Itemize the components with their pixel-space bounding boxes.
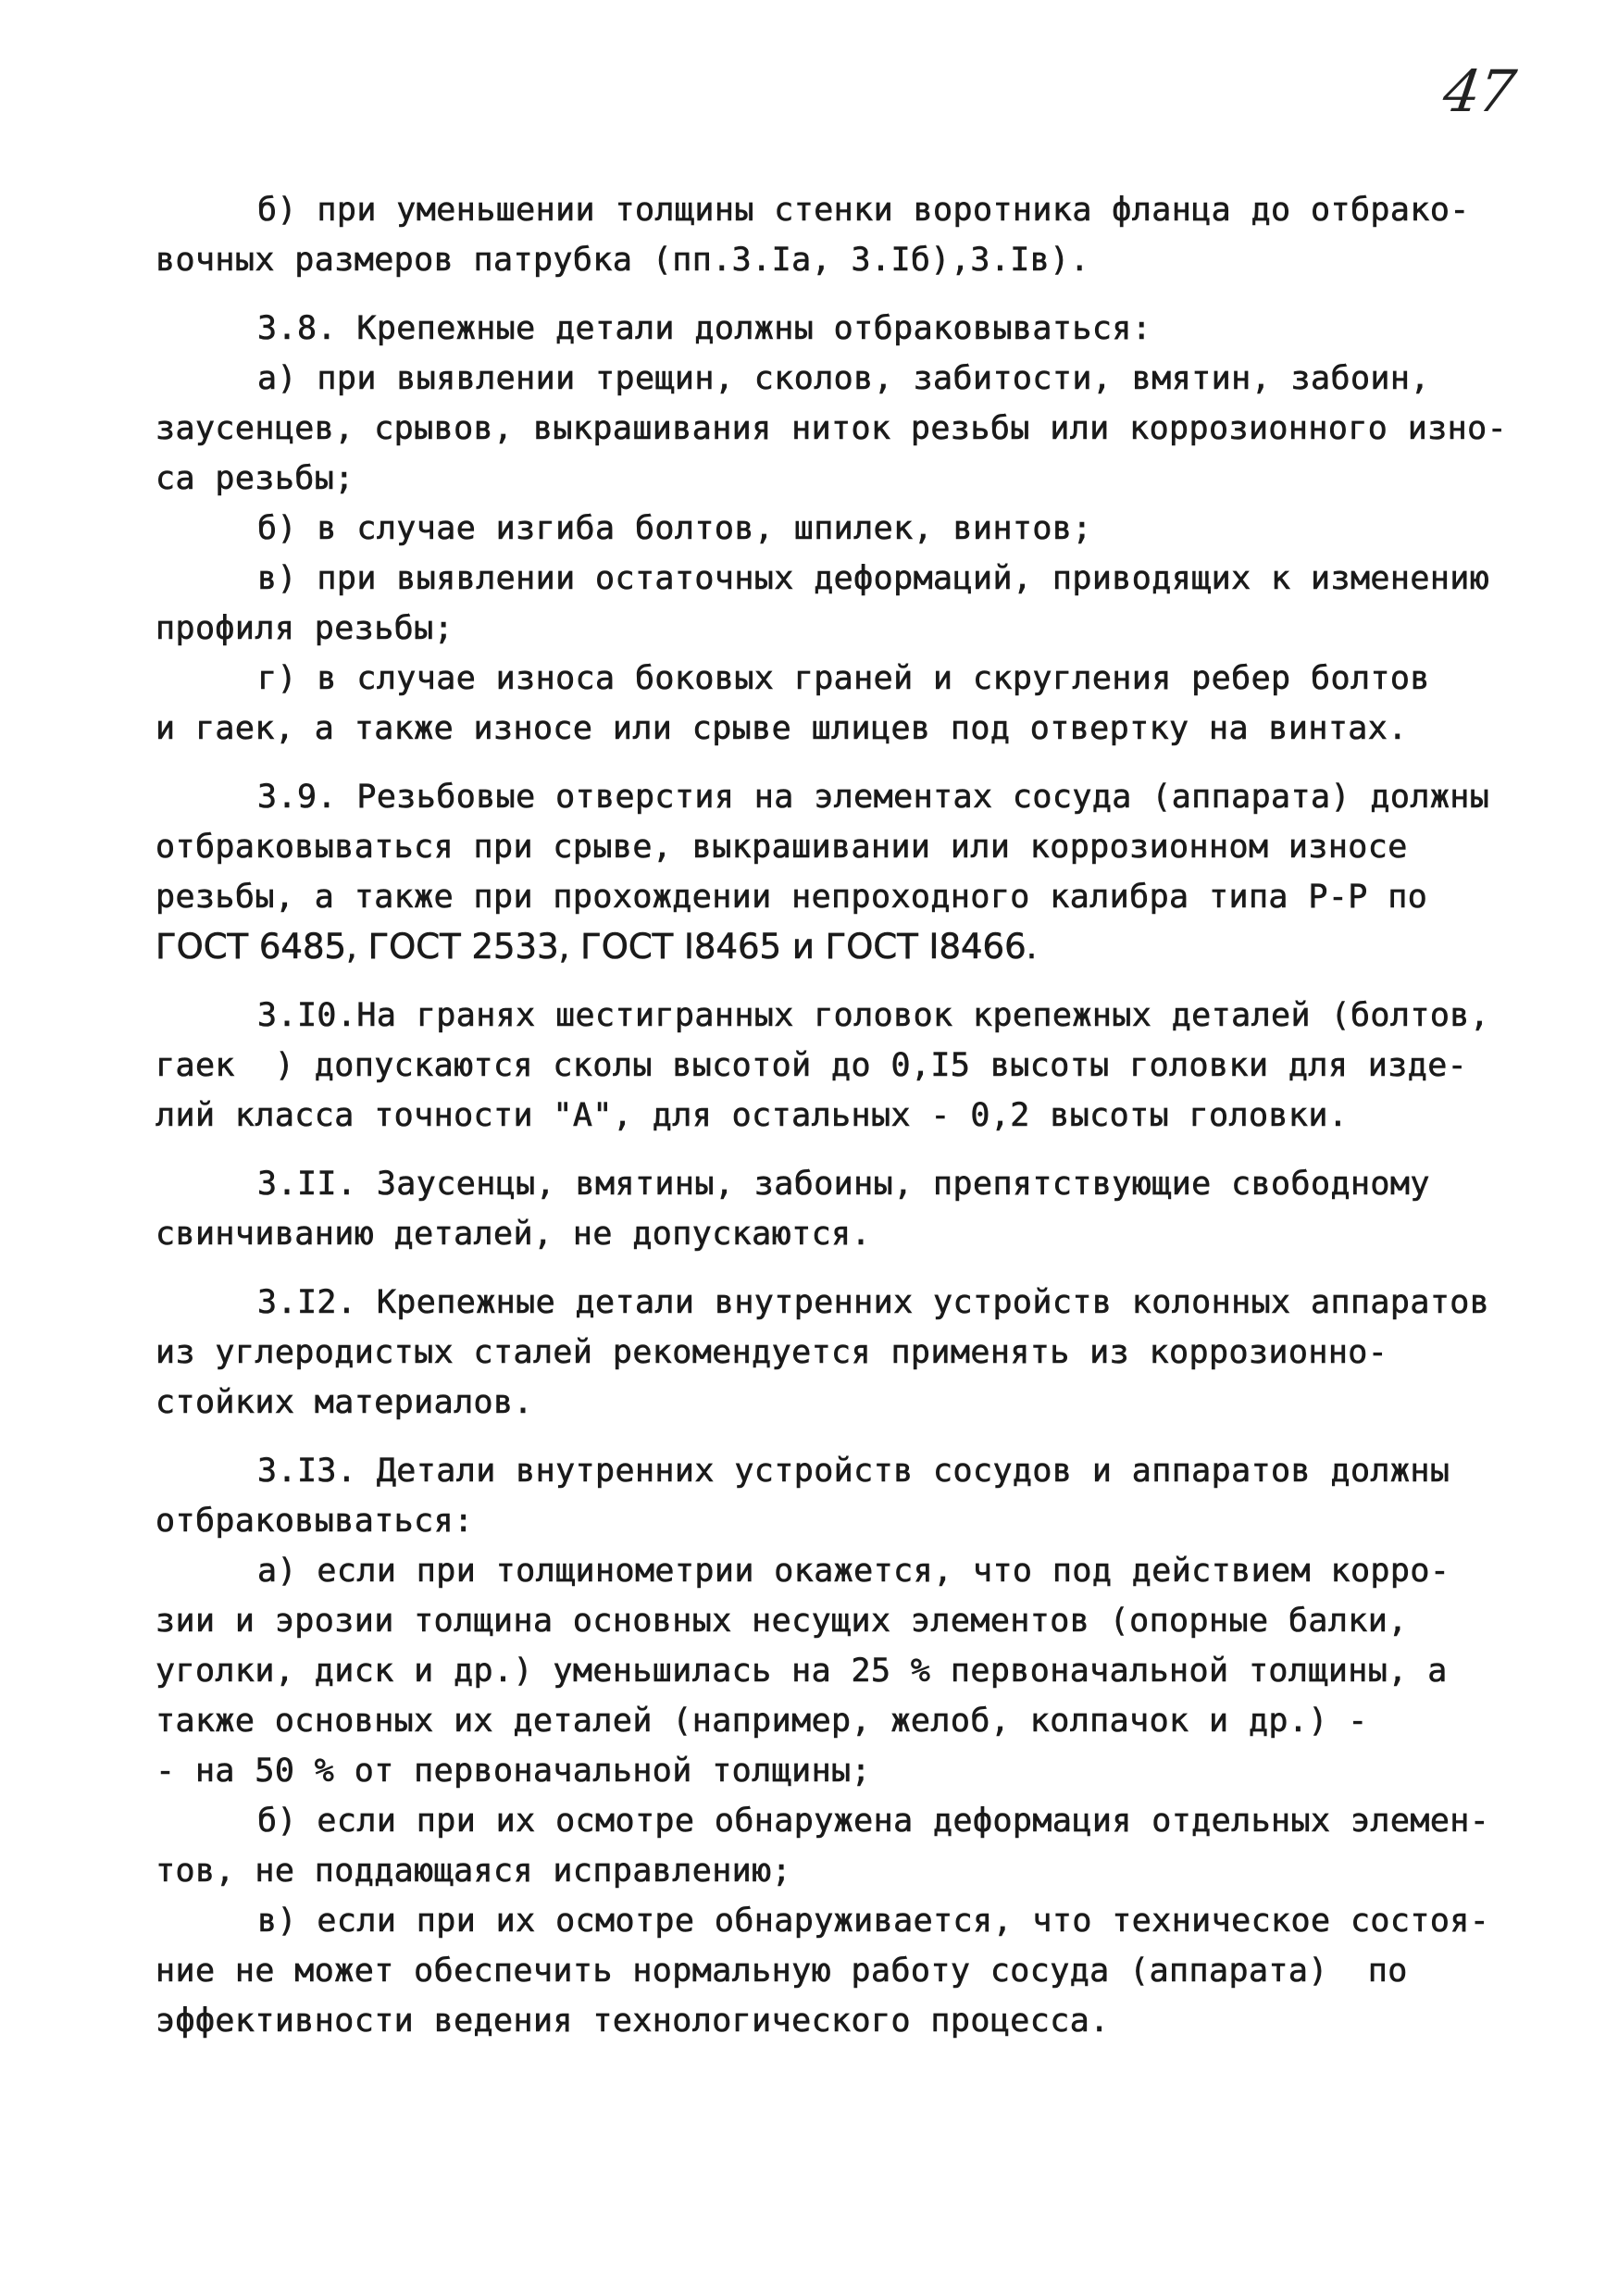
text-line: са резьбы;	[156, 460, 355, 497]
page-number: 47	[1438, 57, 1519, 125]
text-line: в) при выявлении остаточных деформаций, приводящих к изменению	[257, 560, 1490, 597]
text-line: свинчиванию деталей, не допускаются.	[156, 1216, 871, 1253]
text-line: - на 50 % от первоначальной толщины;	[156, 1753, 871, 1790]
text-line: б) при уменьшении толщины стенки воротника фланца до отбрако-	[257, 192, 1470, 229]
text-line: тов, не поддающаяся исправлению;	[156, 1853, 792, 1890]
text-line: а) если при толщинометрии окажется, что под действием корро-	[257, 1553, 1450, 1590]
section-3-9-heading: 3.9. Резьбовые отверстия на элементах сосуда (аппарата) должны	[257, 779, 1490, 816]
document-body	[156, 185, 1525, 2046]
section-3-10-heading: 3.I0.На гранях шестигранных головок крепежных деталей (болтов,	[257, 997, 1490, 1034]
section-3-11-heading: 3.II. Заусенцы, вмятины, забоины, препятствующие свободному	[257, 1166, 1430, 1203]
section-3-12-heading: 3.I2. Крепежные детали внутренних устройств колонных аппаратов	[257, 1284, 1490, 1321]
text-line: заусенцев, срывов, выкрашивания ниток резьбы или коррозионного изно-	[156, 410, 1508, 447]
text-line: б) в случае изгиба болтов, шпилек, винтов;	[257, 510, 1092, 547]
text-line: вочных размеров патрубка (пп.3.Iа, 3.Iб),3.Iв).	[156, 242, 1090, 279]
text-line: отбраковываться при срыве, выкрашивании или коррозионном износе	[156, 829, 1408, 866]
text-line: отбраковываться:	[156, 1503, 474, 1540]
text-line: зии и эрозии толщина основных несущих элементов (опорные балки,	[156, 1603, 1408, 1640]
text-line: ГОСТ 6485, ГОСТ 2533, ГОСТ I8465 и ГОСТ I8466.	[156, 927, 1038, 967]
text-line: уголки, диск и др.) уменьшилась на 25 % первоначальной толщины, а	[156, 1653, 1448, 1690]
text-line: профиля резьбы;	[156, 610, 454, 647]
text-line: в) если при их осмотре обнаруживается, что техническое состоя-	[257, 1903, 1490, 1940]
text-line: б) если при их осмотре обнаружена деформация отдельных элемен-	[257, 1803, 1490, 1840]
text-line: гаек ) допускаются сколы высотой до 0,I5 высоты головки для изде-	[156, 1047, 1468, 1084]
section-3-13-heading: 3.I3. Детали внутренних устройств сосудов и аппаратов должны	[257, 1453, 1450, 1490]
section-3-8-heading: 3.8. Крепежные детали должны отбраковываться:	[257, 310, 1152, 347]
text-line: стойких материалов.	[156, 1384, 533, 1421]
text-line: также основных их деталей (например, желоб, колпачок и др.) -	[156, 1703, 1368, 1740]
text-line: и гаек, а также износе или срыве шлицев под отвертку на винтах.	[156, 710, 1408, 747]
text-line: резьбы, а также при прохождении непроходного калибра типа Р-Р по	[156, 879, 1428, 916]
text-line: эффективности ведения технологического процесса.	[156, 2003, 1110, 2040]
text-line: лий класса точности "А", для остальных - 0,2 высоты головки.	[156, 1097, 1349, 1134]
text-line: г) в случае износа боковых граней и скругления ребер болтов	[257, 660, 1430, 697]
text-line: из углеродистых сталей рекомендуется применять из коррозионно-	[156, 1334, 1388, 1371]
text-line: ние не может обеспечить нормальную работу сосуда (аппарата) по	[156, 1953, 1408, 1990]
text-line: а) при выявлении трещин, сколов, забитости, вмятин, забоин,	[257, 360, 1430, 397]
